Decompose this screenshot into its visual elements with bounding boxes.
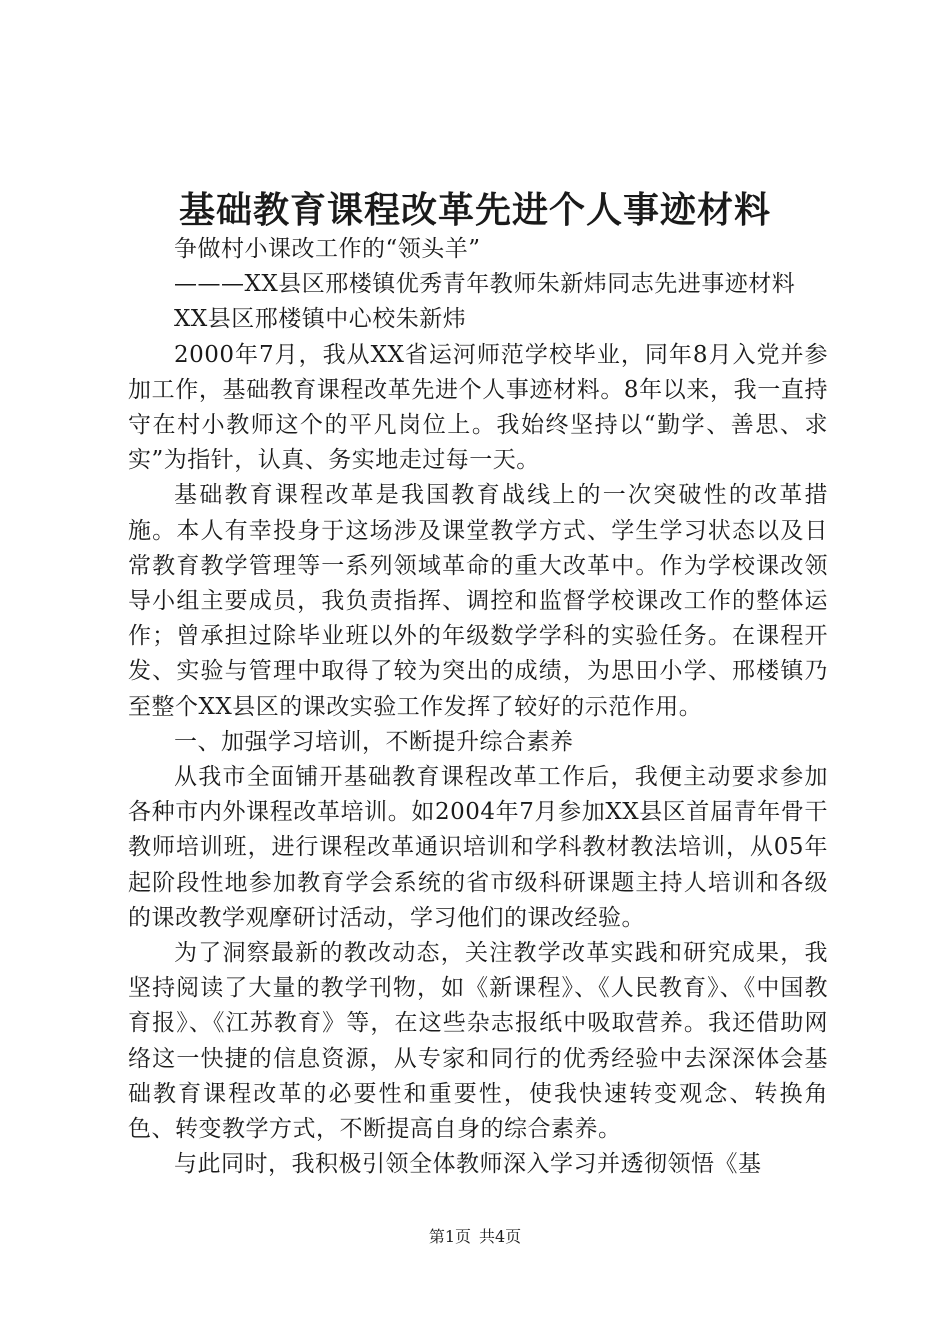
document-body [128, 232, 828, 1182]
section-heading: 一、加强学习培训，不断提升综合素养 [174, 728, 574, 755]
body-paragraph: 与此同时，我积极引领全体教师深入学习并透彻领悟《基 [174, 1151, 762, 1178]
document-title: 基础教育课程改革先进个人事迹材料 [178, 189, 771, 231]
body-paragraph: 从我市全面铺开基础教育课程改革工作后，我便主动要求参加各种市内外课程改革培训。如2004年7月参加XX县区首届青年骨干教师培训班，进行课程改革通识培训和学科教材教法培训，从05年起阶段性地参加教育学会系统的省市级科研课题主持人培训和各级的课改教学观摩研讨活动，学习他们的课改经验。 [128, 764, 828, 931]
page-footer [0, 1226, 950, 1248]
page-total: 共4页 [479, 1227, 522, 1246]
body-paragraph: 为了洞察最新的教改动态，关注教学改革实践和研究成果，我坚持阅读了大量的教学刊物，如《新课程》、《人民教育》、《中国教育报》、《江苏教育》等，在这些杂志报纸中吸取营养。我还借助网络这一快捷的信息资源，从专家和同行的优秀经验中去深深体会基础教育课程改革的必要性和重要性，使我快速转变观念、转换角色、转变教学方式，不断提高自身的综合素养。 [128, 940, 828, 1143]
subtitle-line: 争做村小课改工作的“领头羊” [174, 236, 481, 262]
body-paragraph: 2000年7月，我从XX省运河师范学校毕业，同年8月入党并参加工作，基础教育课程改革先进个人事迹材料。8年以来，我一直持守在村小教师这个的平凡岗位上。我始终坚持以“勤学、善思、求实”为指针，认真、务实地走过每一天。 [128, 341, 828, 474]
body-paragraph: 基础教育课程改革是我国教育战线上的一次突破性的改革措施。本人有幸投身于这场涉及课堂教学方式、学生学习状态以及日常教育教学管理等一系列领域革命的重大改革中。作为学校课改领导小组主要成员，我负责指挥、调控和监督学校课改工作的整体运作；曾承担过除毕业班以外的年级数学学科的实验任务。在课程开发、实验与管理中取得了较为突出的成绩，为思田小学、邢楼镇乃至整个XX县区的课改实验工作发挥了较好的示范作用。 [128, 482, 828, 720]
author-line: XX县区邢楼镇中心校朱新炜 [174, 306, 467, 333]
subtitle-dash-line: ———XX县区邢楼镇优秀青年教师朱新炜同志先进事迹材料 [174, 271, 796, 298]
page-number: 第1页 [428, 1227, 471, 1246]
